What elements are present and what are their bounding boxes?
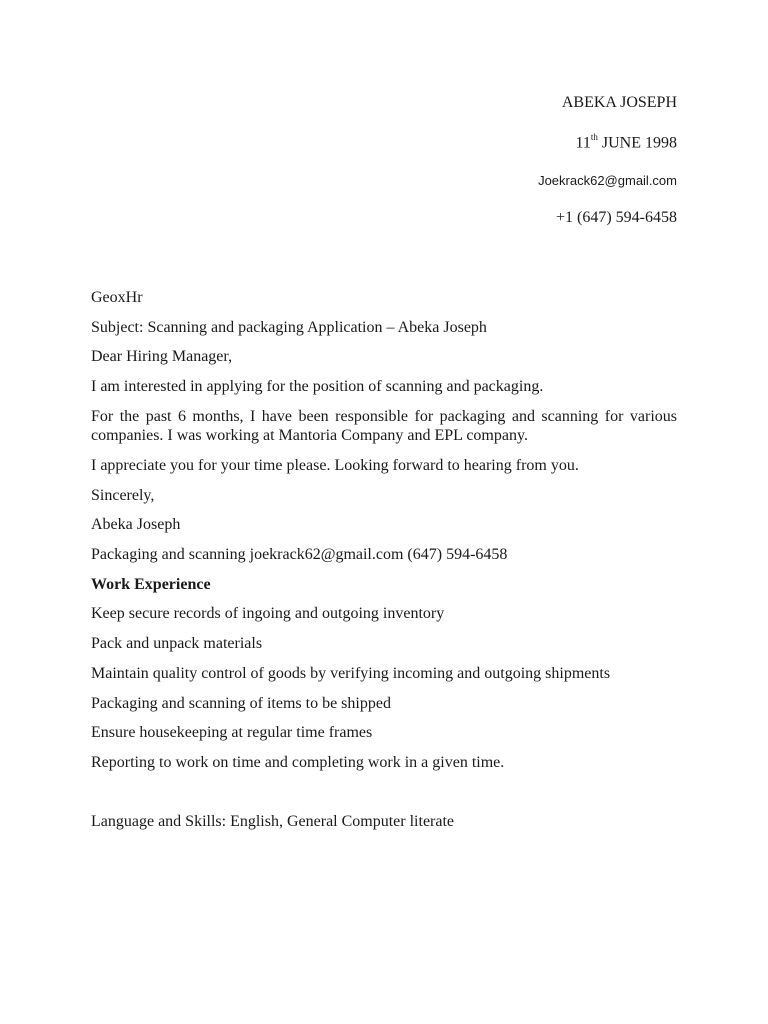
work-experience-item: Reporting to work on time and completing work in a given time. (91, 754, 505, 771)
date-rest: JUNE 1998 (597, 134, 677, 152)
signature-contact: Packaging and scanning joekrack62@gmail.com (647) 594-6458 (91, 546, 508, 563)
sender-email: Joekrack62@gmail.com (538, 173, 677, 188)
work-experience-item: Maintain quality control of goods by verifying incoming and outgoing shipments (91, 665, 611, 682)
sender-phone: +1 (647) 594-6458 (555, 209, 677, 226)
closing: Sincerely, (91, 487, 155, 504)
experience-paragraph: For the past 6 months, I have been responsible for packaging and scanning for various companies. I was working at Mantoria Company and EPL company. (91, 408, 677, 444)
work-experience-item: Ensure housekeeping at regular time frames (91, 724, 373, 741)
subject-line: Subject: Scanning and packaging Application – Abeka Joseph (91, 319, 487, 336)
recipient: GeoxHr (91, 289, 143, 306)
signature-name: Abeka Joseph (91, 516, 181, 533)
work-experience-heading: Work Experience (91, 576, 211, 593)
date-suffix: th (590, 132, 598, 142)
work-experience-item: Keep secure records of ingoing and outgoing inventory (91, 605, 445, 622)
letter-date (575, 133, 677, 152)
work-experience-item: Packaging and scanning of items to be shipped (91, 695, 391, 712)
thanks-paragraph: I appreciate you for your time please. Looking forward to hearing from you. (91, 457, 579, 474)
sender-name: ABEKA JOSEPH (561, 94, 677, 111)
language-skills: Language and Skills: English, General Computer literate (91, 813, 455, 830)
salutation: Dear Hiring Manager, (91, 348, 233, 365)
intro-paragraph: I am interested in applying for the position of scanning and packaging. (91, 378, 544, 395)
work-experience-item: Pack and unpack materials (91, 635, 263, 652)
date-day: 11 (575, 134, 591, 152)
